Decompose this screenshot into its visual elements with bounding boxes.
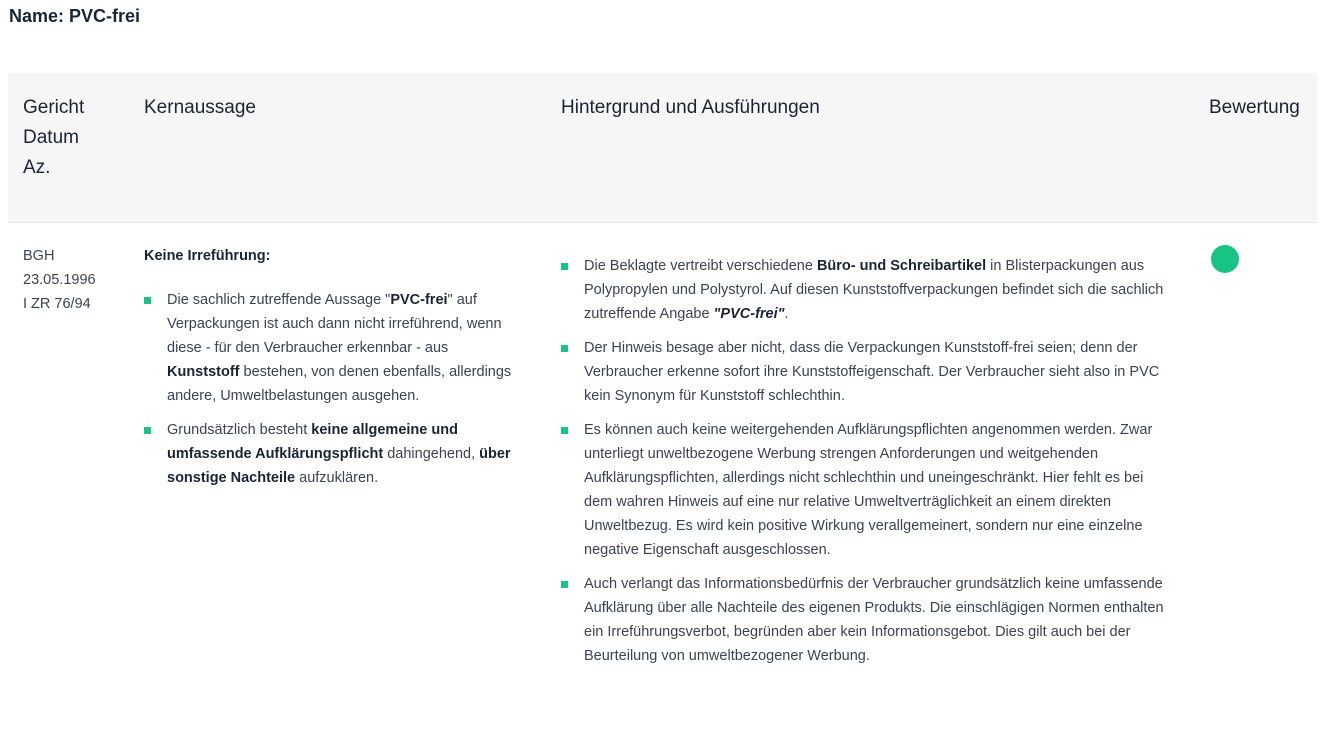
column-header-hintergrund: Hintergrund und Ausführungen [561,97,820,118]
bullet-square-icon [144,427,151,434]
list-item [561,418,1174,562]
kernaussage-cell [144,244,524,500]
column-header-date-line: Datum [23,127,79,148]
list-item-text: bestehen, von denen ebenfalls, allerdings andere, Umweltbelastungen ausgehen. [167,364,512,404]
file-number: I ZR 76/94 [23,296,91,312]
list-item-text: Auch verlangt das Informationsbedürfnis der Verbraucher grundsätzlich keine umfassende Aufklärung über alle Nachteile des eigenen Produkts. Die einschlägigen Normen enthalten ein Irreführungsverbot, begründen aber kein Informationsgebot. Dies gilt auch bei der Beurteilung von umweltbezogener Werbung. [584,576,1164,664]
column-header-court [23,93,84,183]
list-item-text: Die Beklagte vertreibt verschiedene [584,258,817,274]
kernaussage-list [144,288,524,490]
hintergrund-list [561,254,1181,668]
bullet-square-icon [561,427,568,434]
bullet-square-icon [144,297,151,304]
column-header-bewertung: Bewertung [1209,97,1300,118]
column-header-kernaussage: Kernaussage [144,97,256,118]
list-item [561,336,1174,408]
list-item-emphasis: über sonstige Nachteile [167,446,511,486]
court-name: BGH [23,248,55,264]
page-title: Name: PVC-frei [9,6,141,26]
court-cell [23,244,133,316]
list-item-text: dahingehend, [383,446,480,462]
list-item-text: aufzuklären. [295,470,379,486]
list-item-text: " auf Verpackungen ist auch dann nicht irreführend, wenn diese - für den Verbraucher erkennbar - aus [167,292,502,356]
list-item-emphasis-italic: "PVC-frei" [713,306,785,322]
column-header-az-line: Az. [23,157,51,178]
list-item-text: Es können auch keine weitergehenden Aufklärungspflichten angenommen werden. Zwar unterliegt unweltbezogene Werbung strengen Anforderungen und weitgehenden Aufklärungspflichten, allerdings nicht schlechthin und uneingeschränkt. Hier fehlt es bei dem wahren Hinweis auf eine nur relative Umweltverträglichkeit an einem direkten Unweltbezug. Es wird kein positive Wirkung verallgemeinert, sondern nur eine einzelne negative Eigenschaft ausgeschlossen. [584,422,1153,558]
decision-date: 23.05.1996 [23,272,96,288]
bullet-square-icon [561,263,568,270]
bullet-square-icon [561,345,568,352]
list-item [561,572,1174,668]
column-header-court-line: Gericht [23,97,85,118]
rating-indicator-icon [1211,245,1239,273]
list-item [561,254,1174,326]
list-item-emphasis: PVC-frei [390,292,448,308]
list-item-text: Der Hinweis besage aber nicht, dass die Verpackungen Kunststoff-frei seien; denn der Verbraucher erkenne sofort ihre Kunststoffeigenschaft. Der Verbraucher sieht also in PVC kein Synonym für Kunststoff schlechthin. [584,340,1160,404]
list-item [144,418,512,490]
kernaussage-heading: Keine Irreführung: [144,248,271,264]
list-item-text: in Blisterpackungen aus Polypropylen und Polystyrol. Auf diesen Kunststoffverpackungen befindet sich die sachlich zutreffende Angabe [584,258,1164,322]
table-header [8,73,1317,223]
list-item [144,288,512,408]
bullet-square-icon [561,581,568,588]
list-item-text: . [784,306,789,322]
hintergrund-cell [561,254,1181,678]
list-item-text: Grundsätzlich besteht [167,422,312,438]
list-item-text: Die sachlich zutreffende Aussage " [167,292,391,308]
list-item-emphasis: Büro- und Schreibartikel [816,258,987,274]
list-item-emphasis: keine allgemeine und umfassende Aufklärungspflicht [167,422,458,462]
list-item-emphasis: Kunststoff [167,364,240,380]
